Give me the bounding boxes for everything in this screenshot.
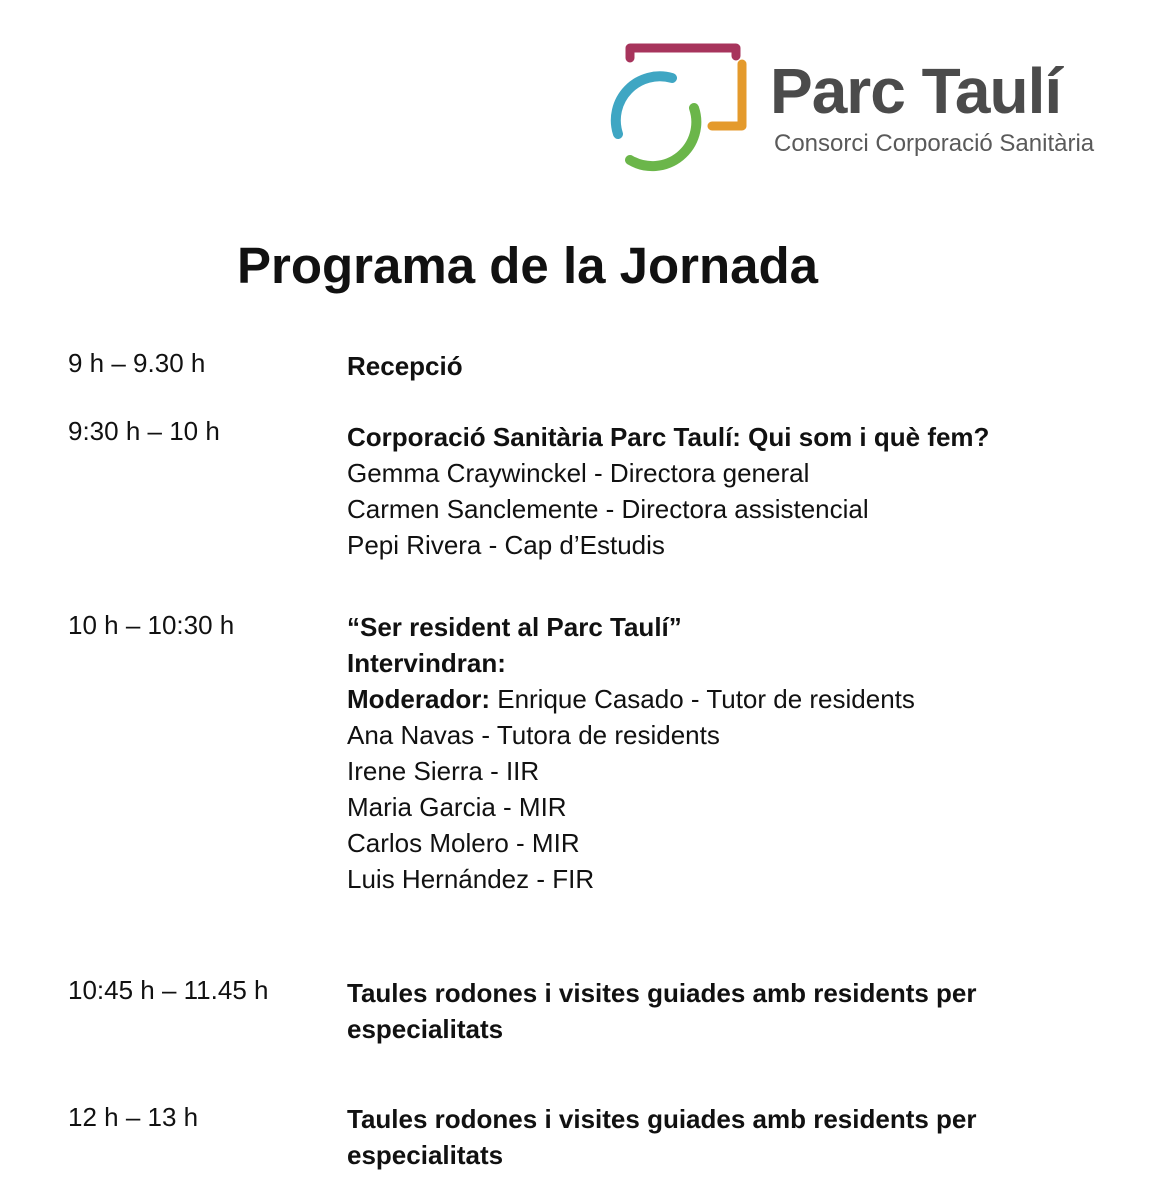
agenda-item bbox=[347, 419, 1137, 563]
speaker: Gemma Craywinckel - Directora general bbox=[347, 458, 810, 488]
moderator-line bbox=[347, 681, 1137, 717]
agenda-time: 9 h – 9.30 h bbox=[68, 348, 206, 378]
agenda-item-title: Taules rodones i visites guiades amb residents per bbox=[347, 1104, 977, 1134]
moderator-name: Enrique Casado - Tutor de residents bbox=[490, 684, 915, 714]
parc-tauli-logo-icon bbox=[600, 38, 760, 178]
agenda-item bbox=[347, 1101, 1137, 1173]
agenda-item-title: Corporació Sanitària Parc Taulí: Qui som i què fem? bbox=[347, 422, 990, 452]
page-title: Programa de la Jornada bbox=[237, 237, 819, 294]
logo-subtitle: Consorci Corporació Sanitària bbox=[774, 130, 1095, 157]
agenda-item-title: especialitats bbox=[347, 1140, 504, 1170]
agenda-time: 10:45 h – 11.45 h bbox=[68, 975, 269, 1005]
moderator-label: Moderador: bbox=[347, 684, 490, 714]
agenda-item-title: “Ser resident al Parc Taulí” bbox=[347, 612, 682, 642]
speaker: Ana Navas - Tutora de residents bbox=[347, 720, 720, 750]
speaker: Carmen Sanclemente - Directora assistencial bbox=[347, 494, 869, 524]
speaker: Carlos Molero - MIR bbox=[347, 828, 580, 858]
speaker: Maria Garcia - MIR bbox=[347, 792, 567, 822]
agenda-time: 10 h – 10:30 h bbox=[68, 610, 235, 640]
agenda-item bbox=[347, 609, 1137, 897]
logo bbox=[600, 38, 1140, 178]
agenda-item-subtitle: Intervindran: bbox=[347, 648, 506, 678]
agenda-time: 12 h – 13 h bbox=[68, 1102, 199, 1132]
agenda-item-title: especialitats bbox=[347, 1014, 504, 1044]
agenda-item-title: Taules rodones i visites guiades amb residents per bbox=[347, 978, 977, 1008]
agenda-item bbox=[347, 975, 1137, 1047]
agenda-time: 9:30 h – 10 h bbox=[68, 416, 220, 446]
speaker: Irene Sierra - IIR bbox=[347, 756, 540, 786]
speaker: Luis Hernández - FIR bbox=[347, 864, 595, 894]
logo-title: Parc Taulí bbox=[770, 55, 1062, 127]
speaker: Pepi Rivera - Cap d’Estudis bbox=[347, 530, 665, 560]
agenda-item-title: Recepció bbox=[347, 351, 463, 381]
agenda-item bbox=[347, 348, 1137, 384]
